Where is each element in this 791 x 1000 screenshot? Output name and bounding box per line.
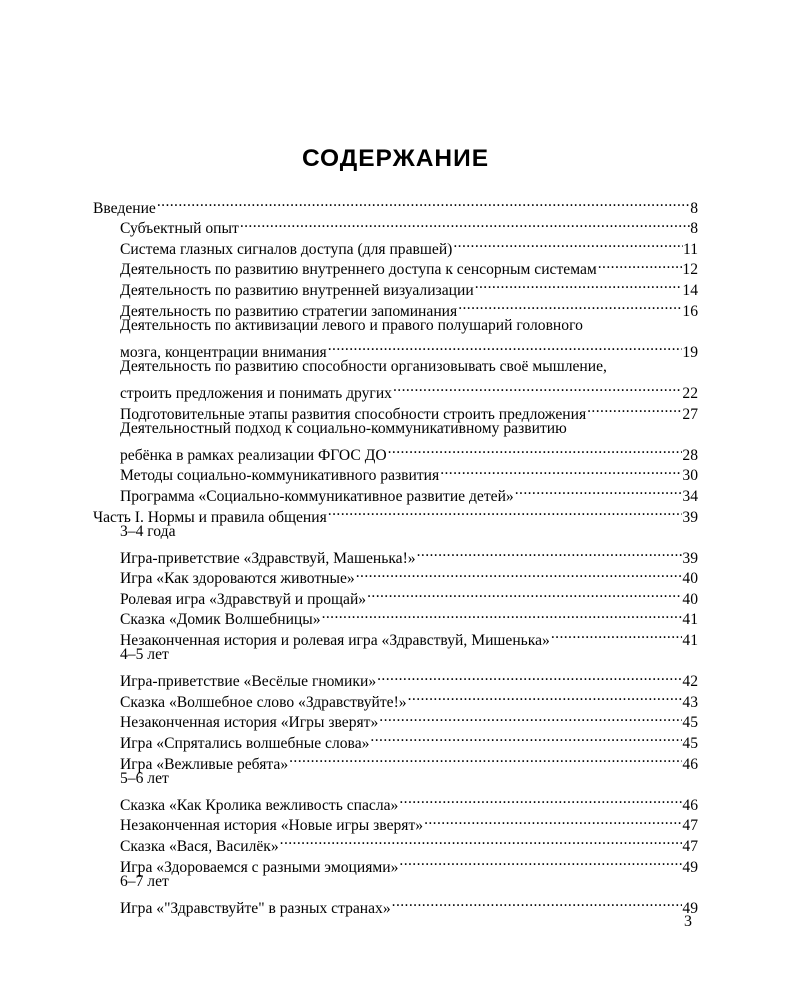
toc-entry-title: Сказка «Как Кролика вежливость спасла» [120, 796, 399, 814]
toc-entry-title: ребёнка в рамках реализации ФГОС ДО [120, 446, 387, 464]
toc-entry-title: Деятельность по развитию внутреннего доступа к сенсорным системам [120, 261, 597, 279]
toc-entry-page: 45 [682, 735, 698, 753]
toc-entry [93, 192, 698, 217]
dot-leader [378, 707, 682, 728]
toc-entry-title: Система глазных сигналов доступа (для правшей) [120, 240, 453, 258]
dot-leader [376, 666, 682, 687]
toc-entry-title: Игра «Вежливые ребята» [120, 755, 289, 773]
dot-leader [398, 851, 682, 872]
toc-entry-page: 12 [682, 261, 698, 279]
toc-entry-title: 5–6 лет [120, 769, 169, 787]
toc-entry-title: Незаконченная история и ролевая игра «Здравствуй, Мишенька» [120, 632, 550, 650]
toc-entry-title: Ролевая игра «Здравствуй и прощай» [120, 590, 367, 608]
toc-entry-title: Незаконченная история «Новые игры зверят» [120, 817, 424, 835]
toc-entry-title: Введение [93, 199, 156, 217]
toc-entry-title: Игра-приветствие «Здравствуй, Машенька!» [120, 549, 416, 567]
toc-entry-page: 49 [682, 899, 698, 917]
toc-entry-page: 19 [682, 343, 698, 361]
toc-entry-title: Деятельность по развитию способности организовывать своё мышление, [120, 357, 607, 375]
dot-leader [550, 624, 683, 645]
toc-entry-page: 11 [682, 240, 698, 258]
toc-entry-page: 30 [682, 467, 698, 485]
page-number: 3 [684, 913, 692, 930]
toc-entry [93, 439, 698, 464]
toc-entry-page: 40 [682, 570, 698, 588]
toc-entry-page: 14 [682, 281, 698, 299]
toc-entry-page: 8 [690, 199, 698, 217]
toc-entry-page: 34 [682, 487, 698, 505]
toc-entry-title: 3–4 года [120, 522, 176, 540]
toc-entry-title: Игра «Спрятались волшебные слова» [120, 735, 370, 753]
dot-leader [392, 377, 682, 398]
toc-entry-title: Игра «"Здравствуйте" в разных странах» [120, 899, 391, 917]
toc-entry-page: 27 [682, 405, 698, 423]
toc-entry [93, 377, 698, 402]
dot-leader [355, 563, 683, 584]
toc-entry-page: 46 [682, 755, 698, 773]
toc-entry-title: строить предложения и понимать других [120, 384, 392, 402]
toc-entry-title: Деятельность по активизации левого и правого полушарий головного [120, 316, 583, 334]
dot-leader [416, 542, 683, 563]
dot-leader [321, 604, 683, 625]
toc-entry-title: 6–7 лет [120, 872, 169, 890]
dot-leader [474, 274, 683, 295]
toc-entry-title: Деятельность по развитию внутренней визуализации [120, 281, 474, 299]
dot-leader [327, 501, 683, 522]
dot-leader [586, 398, 682, 419]
toc-entry-title: Деятельность по развитию стратегии запоминания [120, 302, 458, 320]
toc-entry-title: Подготовительные этапы развития способности строить предложения [120, 405, 587, 423]
dot-leader [457, 295, 682, 316]
toc-entry-page: 41 [682, 611, 698, 629]
toc-entry-page: 39 [682, 549, 698, 567]
toc-entry-title: Незаконченная история «Игры зверят» [120, 714, 379, 732]
dot-leader [407, 686, 683, 707]
dot-leader [398, 789, 682, 810]
dot-leader [391, 892, 683, 913]
toc-entry-page: 46 [682, 796, 698, 814]
toc-entry [93, 542, 698, 567]
toc-entry [93, 892, 698, 917]
toc-entry-title: Сказка «Вася, Василёк» [120, 838, 279, 855]
dot-leader [423, 810, 682, 831]
toc-entry-title: Игра-приветствие «Весёлые гномики» [120, 673, 377, 691]
toc-entry-title: Игра «Как здороваются животные» [120, 570, 355, 588]
toc-entry-page: 47 [682, 838, 698, 855]
toc-entry-page: 22 [682, 384, 698, 402]
toc-entry [93, 213, 698, 238]
dot-leader [439, 460, 682, 481]
toc-entry-title: Деятельностный подход к социально-коммуникативному развитию [120, 419, 567, 437]
dot-leader [288, 748, 682, 769]
page-title: СОДЕРЖАНИЕ [301, 145, 490, 172]
dot-leader [452, 233, 683, 254]
toc-entry [93, 336, 698, 361]
dot-leader [597, 254, 683, 275]
toc-entry-title: Игра «Здороваемся с разными эмоциями» [120, 858, 399, 876]
toc-entry-title: Субъектный опыт [120, 220, 239, 238]
dot-leader [387, 439, 683, 460]
toc-entry-page: 40 [682, 590, 698, 608]
toc-entry-page: 43 [682, 693, 698, 711]
toc-entry [93, 316, 698, 337]
toc-entry-page: 39 [682, 508, 698, 526]
toc-entry-page: 41 [682, 632, 698, 650]
toc-entry-page: 47 [682, 817, 698, 835]
toc-entry [93, 789, 698, 814]
toc-entry-title: Сказка «Волшебное слово «Здравствуйте!» [120, 693, 407, 711]
dot-leader [369, 727, 682, 748]
dot-leader [366, 583, 682, 604]
toc-entry-page: 16 [682, 302, 698, 320]
toc-entry-title: Программа «Социально-коммуникативное развитие детей» [120, 487, 514, 505]
toc-entry-title: Часть I. Нормы и правила общения [93, 508, 327, 526]
toc-entry [93, 419, 698, 440]
toc-entry-title: Сказка «Домик Волшебницы» [120, 611, 321, 629]
toc-entry-page: 28 [682, 446, 698, 464]
toc-entry-title: мозга, концентрации внимания [120, 343, 327, 361]
toc-entry-page: 49 [682, 858, 698, 876]
toc-entry-page: 42 [682, 673, 698, 691]
dot-leader [279, 830, 683, 851]
dot-leader [156, 192, 690, 213]
toc-entry-title: Методы социально-коммуникативного развития [120, 467, 440, 485]
toc-entry [93, 666, 698, 691]
toc-entry-title: 4–5 лет [120, 646, 169, 664]
dot-leader [514, 480, 683, 501]
dot-leader [239, 213, 690, 234]
table-of-contents [93, 192, 698, 917]
toc-entry-page: 8 [690, 220, 698, 238]
toc-entry [93, 357, 698, 378]
toc-entry-page: 45 [682, 714, 698, 732]
dot-leader [327, 336, 683, 357]
